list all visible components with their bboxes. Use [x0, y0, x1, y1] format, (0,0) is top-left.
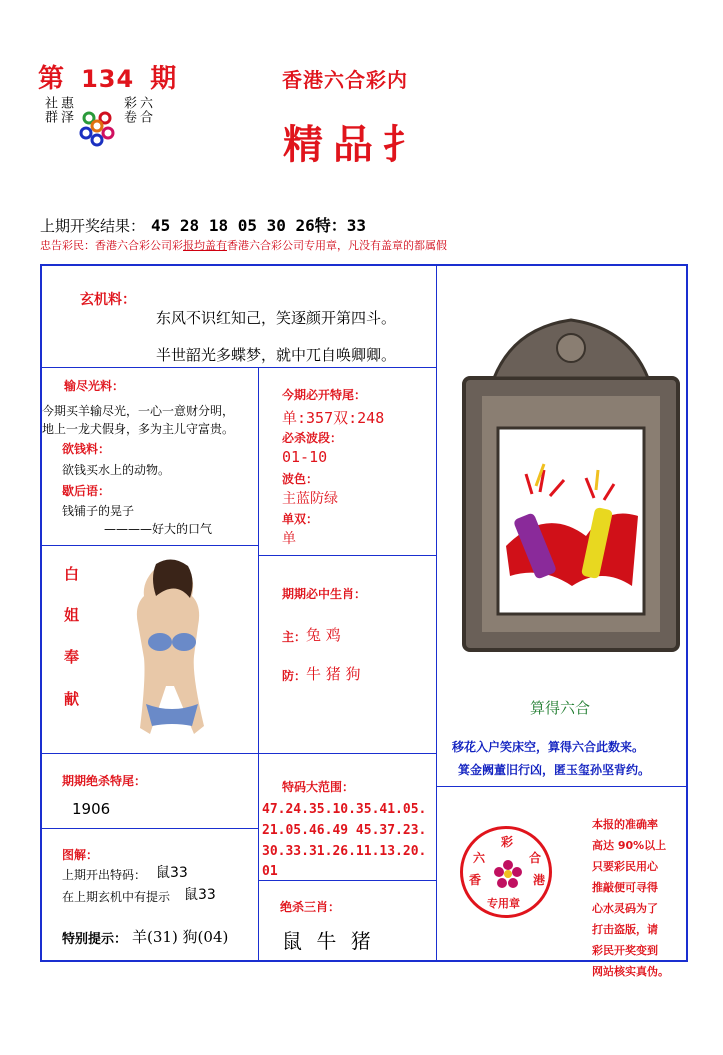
- last-result-label: 上期开奖结果：: [40, 217, 146, 235]
- girl-caption-2: 姐: [64, 606, 80, 624]
- stamp-bottom: 专用章: [487, 897, 520, 910]
- divider-below-xuanji: [42, 367, 437, 368]
- stamp-seal: [460, 826, 552, 918]
- picture-caption: 算得六合: [530, 699, 591, 717]
- girl-caption-4: 献: [64, 690, 80, 708]
- zodiac-guard-label: 防：: [282, 669, 307, 683]
- last-result: [40, 213, 366, 236]
- divider-mid-1: [259, 555, 437, 556]
- range-line4: 01: [262, 864, 278, 879]
- girl-caption-1: 白: [64, 565, 80, 583]
- stamp-right: 合: [529, 851, 542, 865]
- zodiac-main-label: 主：: [282, 630, 307, 644]
- odd-even-value: 单: [282, 531, 296, 547]
- divider-right-1: [437, 786, 687, 787]
- divider-mid-2: [259, 880, 437, 881]
- color-label: 波色：: [282, 472, 319, 486]
- special-label: 特别提示：: [62, 932, 128, 947]
- kill-zodiac-label: 绝杀三肖：: [280, 900, 341, 914]
- range-line3: 30.33.31.26.11.13.20.: [262, 844, 427, 859]
- warning-text-before: 忠告彩民：香港六合彩公司彩: [40, 239, 183, 252]
- girl-caption-3: 奉: [64, 648, 80, 666]
- notice-line: 推敲便可寻得: [592, 881, 658, 894]
- xuanji-label: 玄机料：: [80, 292, 136, 308]
- warning-text-after: 香港六合彩公司专用章，凡没有盖章的都属假: [227, 239, 447, 252]
- notice-block: [592, 814, 688, 982]
- issue-number-value: 134: [81, 65, 135, 93]
- girl-photo: [118, 558, 224, 744]
- verse-line1: 移花入户笑床空，算得六合此数来。: [452, 740, 645, 754]
- right-vertical-col-2: 彩卷: [121, 96, 136, 124]
- last-result-numbers: 45 28 18 05 30 26特：33: [151, 216, 367, 235]
- tail-value: 单:357双:248: [282, 409, 385, 427]
- shujin-line1: 今期买羊输尽光，一心一意财分明，: [42, 404, 235, 418]
- ornate-frame-picture: [454, 318, 688, 658]
- tujie-line2-value: 鼠33: [184, 887, 216, 903]
- issue-number: [38, 58, 177, 95]
- stamp-left: 六: [473, 851, 486, 865]
- notice-line: 本报的准确率: [592, 818, 658, 831]
- divider-left-2: [42, 828, 259, 829]
- notice-line: 网站核实真伪。: [592, 965, 669, 978]
- odd-even-label: 单双：: [282, 512, 319, 526]
- warning-text-underlined: 报均盖有: [183, 239, 227, 252]
- range-line1: 47.24.35.10.35.41.05.: [262, 802, 427, 817]
- xiehouyu-label: 歇后语：: [62, 484, 111, 498]
- zodiac-label: 期期必中生肖：: [282, 587, 367, 601]
- stamp-mid-right: 港: [533, 873, 546, 887]
- flower-icon: [493, 859, 523, 889]
- yuqian-text: 欲钱买水上的动物。: [62, 463, 171, 477]
- stamp-top: 彩: [501, 835, 514, 849]
- xiehouyu-text: 钱铺子的晃子: [62, 504, 135, 518]
- color-value: 主蓝防绿: [282, 491, 338, 507]
- kill-tail-value: 1906: [72, 800, 111, 818]
- divider-row-3: [42, 753, 437, 754]
- notice-line: 高达 90%以上: [592, 839, 667, 852]
- right-vertical-col-1: 六合: [137, 96, 152, 124]
- notice-line: 只要彩民用心: [592, 860, 658, 873]
- tujie-line2-label: 在上期玄机中有提示: [62, 890, 171, 904]
- kill-tail-label: 期期绝杀特尾：: [62, 774, 147, 788]
- range-line2: 21.05.46.49 45.37.23.: [262, 823, 427, 838]
- left-vertical-col-2: 社群: [42, 96, 57, 124]
- xuanji-line1: 东风不识红知己，笑逐颜开第四斗。: [156, 309, 397, 327]
- wave-label: 必杀波段：: [282, 431, 343, 445]
- left-vertical-col-1: 惠泽: [58, 96, 73, 124]
- tujie-label: 图解：: [62, 848, 99, 862]
- yuqian-label: 欲钱料：: [62, 442, 111, 456]
- kill-zodiac-value: 鼠 牛 猪: [282, 929, 375, 953]
- xiehouyu-answer: ————好大的口气: [104, 522, 213, 536]
- notice-line: 彩民开奖变到: [592, 944, 658, 957]
- zodiac-guard-value: 牛 猪 狗: [306, 665, 361, 683]
- column-divider-right: [436, 266, 437, 960]
- divider-left-1: [42, 545, 259, 546]
- tujie-line1-value: 鼠33: [156, 865, 188, 881]
- xuanji-line2: 半世韶光多蝶梦，就中兀自唤卿卿。: [156, 346, 397, 364]
- tail-label: 今期必开特尾：: [282, 388, 367, 402]
- header-title-line1: 香港六合彩内: [282, 68, 408, 92]
- verse-line2: 箕金阙董旧行凶，匿玉玺孙坚背约。: [458, 763, 651, 777]
- column-divider-mid: [258, 368, 259, 960]
- tujie-line1-label: 上期开出特码：: [62, 868, 147, 882]
- wave-value: 01-10: [282, 448, 328, 466]
- range-label: 特码大范围：: [282, 780, 355, 794]
- shujin-line2: 地上一龙犬假身，多为主儿守富贵。: [42, 422, 235, 436]
- zodiac-main-value: 兔 鸡: [306, 626, 341, 644]
- header-title-line2: 精品扌: [283, 121, 433, 168]
- issue-suffix: 期: [150, 64, 178, 94]
- notice-line: 心水灵码为了: [592, 902, 658, 915]
- issue-prefix: 第: [38, 64, 66, 94]
- warning-line: [40, 237, 447, 253]
- shujin-label: 输尽光料：: [64, 379, 125, 393]
- rings-logo-icon: [78, 108, 116, 148]
- notice-line: 打击盗版，请: [592, 923, 658, 936]
- stamp-mid-left: 香: [469, 873, 482, 887]
- special-value: 羊(31) 狗(04): [132, 928, 229, 946]
